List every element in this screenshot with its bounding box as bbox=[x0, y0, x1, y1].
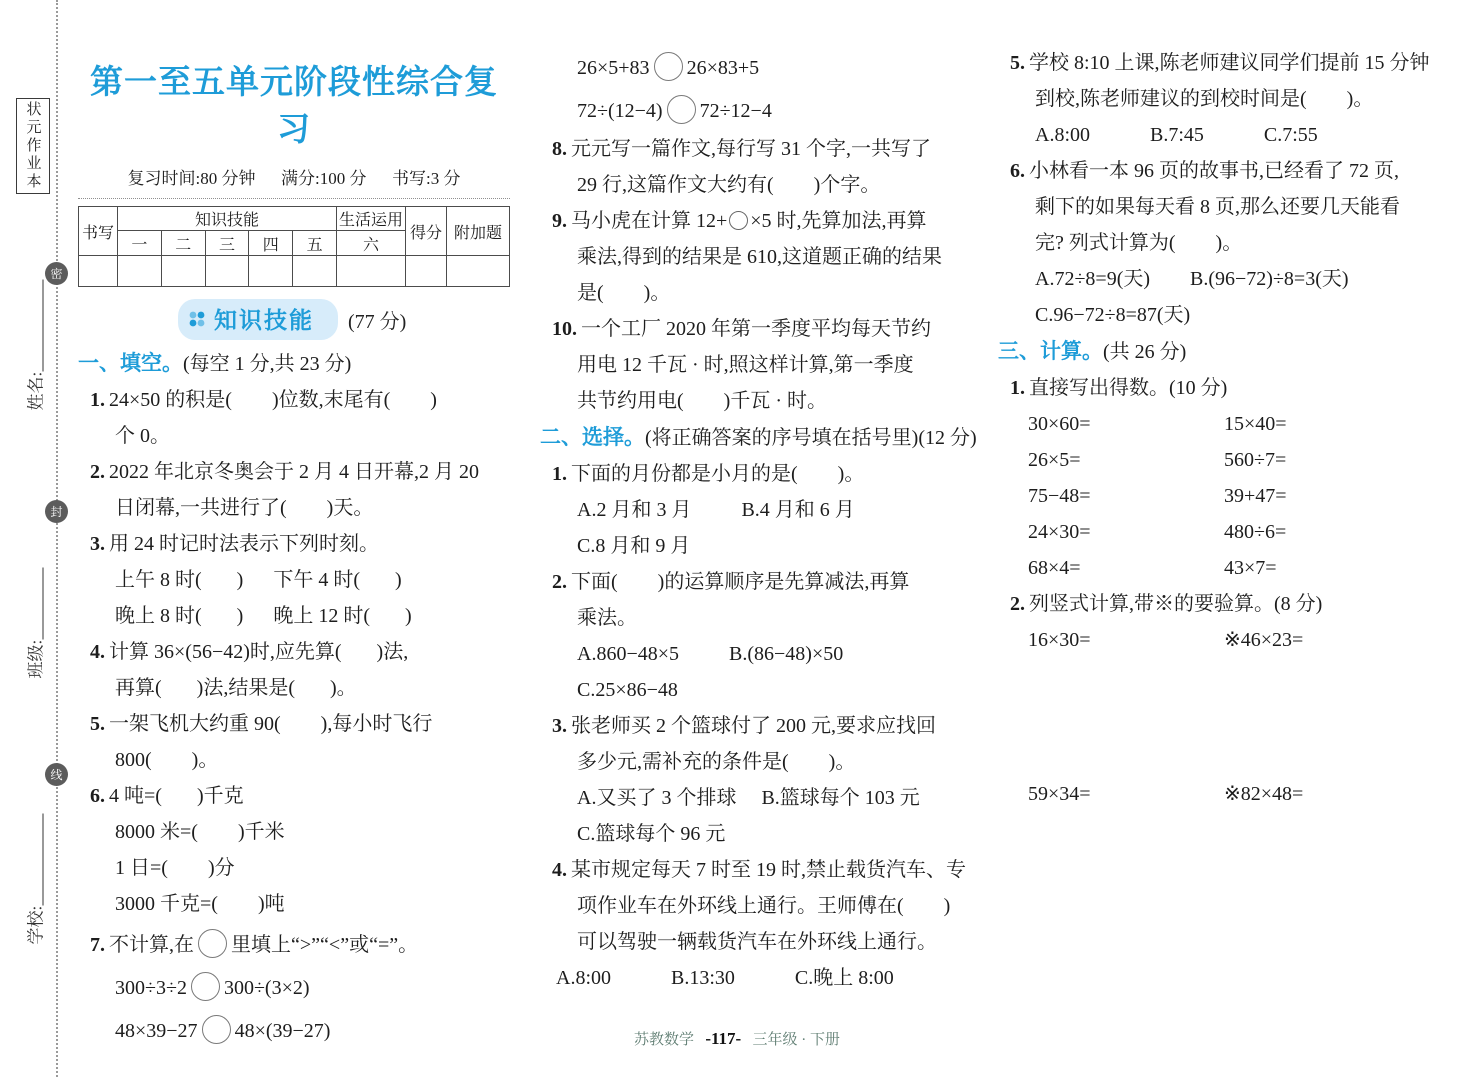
question-text: 直接写出得数。(10 分) bbox=[1029, 377, 1228, 399]
question-number: 4. bbox=[90, 641, 105, 663]
score-table-sub-5: 五 bbox=[293, 231, 337, 256]
question-continuation-line: C.96−72÷8=87(天) bbox=[1035, 304, 1191, 326]
question-continuation-line: C.25×86−48 bbox=[577, 679, 678, 701]
question-line bbox=[998, 593, 1450, 615]
score-cell-empty bbox=[249, 256, 293, 287]
question-number: 1. bbox=[90, 389, 105, 411]
name-label: 姓名: bbox=[26, 371, 46, 411]
calc-row bbox=[998, 449, 1450, 471]
question-line bbox=[540, 859, 976, 881]
question-continuation-line: 完? 列式计算为( )。 bbox=[1035, 232, 1243, 254]
score-table-life: 生活运用 bbox=[337, 207, 406, 231]
question-number: 2. bbox=[1010, 593, 1025, 615]
question-line bbox=[540, 318, 976, 340]
question-continuation-line: A.8:00 B.7:45 C.7:55 bbox=[1035, 124, 1318, 146]
footer-book: 苏教数学 bbox=[634, 1032, 695, 1048]
questions-column-2 bbox=[540, 52, 976, 989]
score-cell-empty bbox=[447, 256, 510, 287]
question-text: 列竖式计算,带※的要验算。(8 分) bbox=[1029, 593, 1323, 615]
question-continuation-line: 300÷3÷2 300÷(3×2) bbox=[78, 972, 510, 1001]
section-points: (将正确答案的序号填在括号里)(12 分) bbox=[645, 427, 977, 449]
question-line bbox=[540, 571, 976, 593]
score-cell-empty bbox=[406, 256, 447, 287]
question-continuation-line: 乘法,得到的结果是 610,这道题正确的结果 bbox=[577, 246, 942, 268]
calc-left: 75−48= bbox=[1028, 485, 1091, 507]
question-text: 张老师买 2 个篮球付了 200 元,要求应找回 bbox=[571, 715, 936, 737]
knowledge-skill-badge bbox=[178, 299, 338, 340]
question-continuation-line: 再算( )法,结果是( )。 bbox=[115, 677, 357, 699]
question-continuation-line: 29 行,这篇作文大约有( )个字。 bbox=[577, 174, 881, 196]
column-1 bbox=[78, 56, 510, 1058]
section-header bbox=[540, 426, 976, 449]
calc-row bbox=[998, 557, 1450, 579]
question-number: 2. bbox=[552, 571, 567, 593]
calc-left: 68×4= bbox=[1028, 557, 1081, 579]
exam-info-line: 复习时间:80 分钟 满分:100 分 书写:3 分 bbox=[127, 169, 461, 188]
question-line bbox=[78, 389, 510, 411]
question-line bbox=[540, 210, 976, 232]
question-number: 4. bbox=[552, 859, 567, 881]
calc-left: 16×30= bbox=[1028, 629, 1091, 651]
score-table-sub-1: 一 bbox=[118, 231, 162, 256]
comparison-circle bbox=[667, 95, 696, 124]
question-continuation-line: 到校,陈老师建议的到校时间是( )。 bbox=[1035, 88, 1374, 110]
question-number: 9. bbox=[552, 210, 567, 232]
question-line bbox=[998, 52, 1450, 74]
score-table-sub-3: 三 bbox=[205, 231, 249, 256]
page-title: 第一至五单元阶段性综合复习 bbox=[90, 65, 498, 148]
calc-left: 24×30= bbox=[1028, 521, 1091, 543]
question-continuation-line: A.860−48×5 B.(86−48)×50 bbox=[577, 643, 844, 665]
footer-gap-1 bbox=[694, 1032, 705, 1048]
question-continuation-line: 8000 米=( )千米 bbox=[115, 821, 285, 843]
name-blank-line bbox=[29, 280, 44, 372]
calc-right: ※82×48= bbox=[1224, 783, 1304, 805]
calc-left: 26×5= bbox=[1028, 449, 1081, 471]
question-continuation-line: 1 日=( )分 bbox=[115, 857, 235, 879]
question-number: 2. bbox=[90, 461, 105, 483]
score-table-writing: 书写 bbox=[79, 207, 118, 256]
score-cell-empty bbox=[118, 256, 162, 287]
question-text: 学校 8:10 上课,陈老师建议同学们提前 15 分钟 bbox=[1029, 52, 1430, 74]
question-number: 8. bbox=[552, 138, 567, 160]
seal-badge-feng: 封 bbox=[45, 500, 68, 523]
calc-right: 15×40= bbox=[1224, 413, 1287, 435]
question-line bbox=[78, 461, 510, 483]
calc-right: 480÷6= bbox=[1224, 521, 1287, 543]
question-line bbox=[78, 533, 510, 555]
section-header bbox=[998, 340, 1450, 363]
question-continuation-line: 用电 12 千瓦 · 时,照这样计算,第一季度 bbox=[577, 354, 914, 376]
question-continuation-line: 剩下的如果每天看 8 页,那么还要几天能看 bbox=[1035, 196, 1400, 218]
seal-badge-xian: 线 bbox=[45, 763, 68, 786]
section-points: (每空 1 分,共 23 分) bbox=[183, 353, 352, 375]
calc-row bbox=[998, 521, 1450, 543]
question-number: 10. bbox=[552, 318, 577, 340]
calc-left: 30×60= bbox=[1028, 413, 1091, 435]
question-continuation-line: C.8 月和 9 月 bbox=[577, 535, 691, 557]
question-line bbox=[540, 463, 976, 485]
section-title: 一、填空。 bbox=[78, 351, 183, 375]
question-line bbox=[78, 929, 510, 958]
badge-score: (77 分) bbox=[348, 311, 407, 333]
question-text: 24×50 的积是( )位数,末尾有( ) bbox=[109, 389, 437, 411]
calc-row bbox=[998, 783, 1450, 805]
question-continuation-line: 多少元,需补充的条件是( )。 bbox=[577, 751, 856, 773]
question-text: 某市规定每天 7 时至 19 时,禁止载货汽车、专 bbox=[571, 859, 966, 881]
score-table-sub-4: 四 bbox=[249, 231, 293, 256]
question-continuation-line: 3000 千克=( )吨 bbox=[115, 893, 285, 915]
score-table-score: 得分 bbox=[406, 207, 447, 256]
question-continuation-line: A.72÷8=9(天) B.(96−72)÷8=3(天) bbox=[1035, 268, 1349, 290]
question-text: 元元写一篇作文,每行写 31 个字,一共写了 bbox=[571, 138, 931, 160]
brand-label: 状元作业本 bbox=[24, 101, 41, 191]
question-text: 小林看一本 96 页的故事书,已经看了 72 页, bbox=[1029, 160, 1399, 182]
score-table-sub-2: 二 bbox=[161, 231, 205, 256]
footer-page-number: -117- bbox=[705, 1029, 742, 1048]
question-continuation-line: 共节约用电( )千瓦 · 时。 bbox=[577, 390, 827, 412]
class-blank-line bbox=[29, 568, 44, 640]
question-continuation-line: 是( )。 bbox=[577, 282, 671, 304]
question-number: 1. bbox=[1010, 377, 1025, 399]
score-cell-empty bbox=[161, 256, 205, 287]
question-number: 1. bbox=[552, 463, 567, 485]
calc-right: 43×7= bbox=[1224, 557, 1277, 579]
class-field bbox=[22, 547, 47, 679]
question-continuation-line: 乘法。 bbox=[577, 607, 637, 629]
score-cell-empty bbox=[205, 256, 249, 287]
calc-row bbox=[998, 485, 1450, 507]
footer-gap-2 bbox=[741, 1032, 752, 1048]
score-table-knowledge: 知识技能 bbox=[118, 207, 337, 231]
calc-right: ※46×23= bbox=[1224, 629, 1304, 651]
seal-dotted-line bbox=[56, 0, 58, 1077]
question-continuation-line: 可以驾驶一辆载货汽车在外环线上通行。 bbox=[577, 931, 937, 953]
class-label: 班级: bbox=[26, 639, 46, 679]
question-number: 5. bbox=[1010, 52, 1025, 74]
score-table-bonus: 附加题 bbox=[447, 207, 510, 256]
question-text: 一架飞机大约重 90( ),每小时飞行 bbox=[109, 713, 433, 735]
seal-badge-mi: 密 bbox=[45, 262, 68, 285]
question-continuation-line: 晚上 8 时( ) 晚上 12 时( ) bbox=[115, 605, 412, 627]
school-blank-line bbox=[29, 814, 44, 906]
score-cell-empty bbox=[293, 256, 337, 287]
placeholder-circle bbox=[729, 211, 748, 230]
question-line bbox=[998, 377, 1450, 399]
section-title: 三、计算。 bbox=[998, 339, 1103, 363]
four-dots-icon bbox=[188, 310, 206, 328]
footer-volume: 三年级 · 下册 bbox=[752, 1032, 840, 1048]
question-line bbox=[540, 138, 976, 160]
score-table bbox=[78, 206, 510, 287]
question-continuation-line: 日闭幕,一共进行了( )天。 bbox=[115, 497, 374, 519]
question-line bbox=[78, 785, 510, 807]
question-text: 不计算,在 里填上“>”“<”或“=”。 bbox=[109, 934, 418, 956]
question-number: 3. bbox=[90, 533, 105, 555]
question-text: 4 吨=( )千克 bbox=[109, 785, 244, 807]
question-text: 用 24 时记时法表示下列时刻。 bbox=[109, 533, 379, 555]
calc-left: 59×34= bbox=[1028, 783, 1091, 805]
question-continuation-line: 个 0。 bbox=[115, 425, 170, 447]
question-continuation-line: A.又买了 3 个排球 B.篮球每个 103 元 bbox=[577, 787, 920, 809]
question-continuation-line: A.2 月和 3 月 B.4 月和 6 月 bbox=[577, 499, 855, 521]
score-cell-empty bbox=[79, 256, 118, 287]
score-cell-empty bbox=[337, 256, 406, 287]
score-table-sub-6: 六 bbox=[337, 231, 406, 256]
section-header bbox=[78, 352, 510, 375]
questions-column-1 bbox=[78, 352, 510, 1044]
question-text: 下面的月份都是小月的是( )。 bbox=[571, 463, 865, 485]
question-continuation-line: 26×5+83 26×83+5 bbox=[540, 52, 976, 81]
question-continuation-line: 800( )。 bbox=[115, 749, 219, 771]
question-line bbox=[998, 160, 1450, 182]
section-title: 二、选择。 bbox=[540, 425, 645, 449]
question-line bbox=[78, 713, 510, 735]
page-footer bbox=[0, 1028, 1474, 1049]
section-badge-row bbox=[78, 299, 510, 340]
question-line bbox=[540, 715, 976, 737]
brand-box bbox=[16, 98, 50, 194]
calc-right: 39+47= bbox=[1224, 485, 1287, 507]
question-continuation-line: 72÷(12−4) 72÷12−4 bbox=[540, 95, 976, 124]
school-label: 学校: bbox=[26, 905, 46, 945]
column-3 bbox=[998, 52, 1450, 819]
question-continuation-line: C.篮球每个 96 元 bbox=[577, 823, 726, 845]
question-continuation-line: 项作业车在外环线上通行。王师傅在( ) bbox=[577, 895, 951, 917]
question-number: 6. bbox=[1010, 160, 1025, 182]
name-field bbox=[22, 259, 47, 411]
question-text: 一个工厂 2020 年第一季度平均每天节约 bbox=[581, 318, 931, 340]
calc-row bbox=[998, 413, 1450, 435]
question-continuation-line: 48×39−27 48×(39−27) bbox=[78, 1015, 510, 1044]
question-line bbox=[78, 641, 510, 663]
dotted-rule bbox=[78, 198, 510, 199]
question-number: 6. bbox=[90, 785, 105, 807]
question-number: 3. bbox=[552, 715, 567, 737]
question-text: 计算 36×(56−42)时,应先算( )法, bbox=[109, 641, 409, 663]
question-continuation-line: A.8:00 B.13:30 C.晚上 8:00 bbox=[556, 967, 894, 989]
school-field bbox=[22, 789, 47, 945]
calc-row bbox=[998, 629, 1450, 651]
calc-right: 560÷7= bbox=[1224, 449, 1287, 471]
comparison-circle bbox=[654, 52, 683, 81]
question-continuation-line: 上午 8 时( ) 下午 4 时( ) bbox=[115, 569, 402, 591]
question-number: 5. bbox=[90, 713, 105, 735]
comparison-circle bbox=[191, 972, 220, 1001]
section-points: (共 26 分) bbox=[1103, 341, 1187, 363]
questions-column-3 bbox=[998, 52, 1450, 805]
comparison-circle bbox=[198, 929, 227, 958]
column-2 bbox=[540, 52, 976, 1003]
question-text: 下面( )的运算顺序是先算减法,再算 bbox=[571, 571, 910, 593]
badge-label: 知识技能 bbox=[214, 307, 314, 333]
question-number: 7. bbox=[90, 934, 105, 956]
question-text: 马小虎在计算 12+ ×5 时,先算加法,再算 bbox=[571, 210, 927, 232]
question-text: 2022 年北京冬奥会于 2 月 4 日开幕,2 月 20 bbox=[109, 461, 479, 483]
